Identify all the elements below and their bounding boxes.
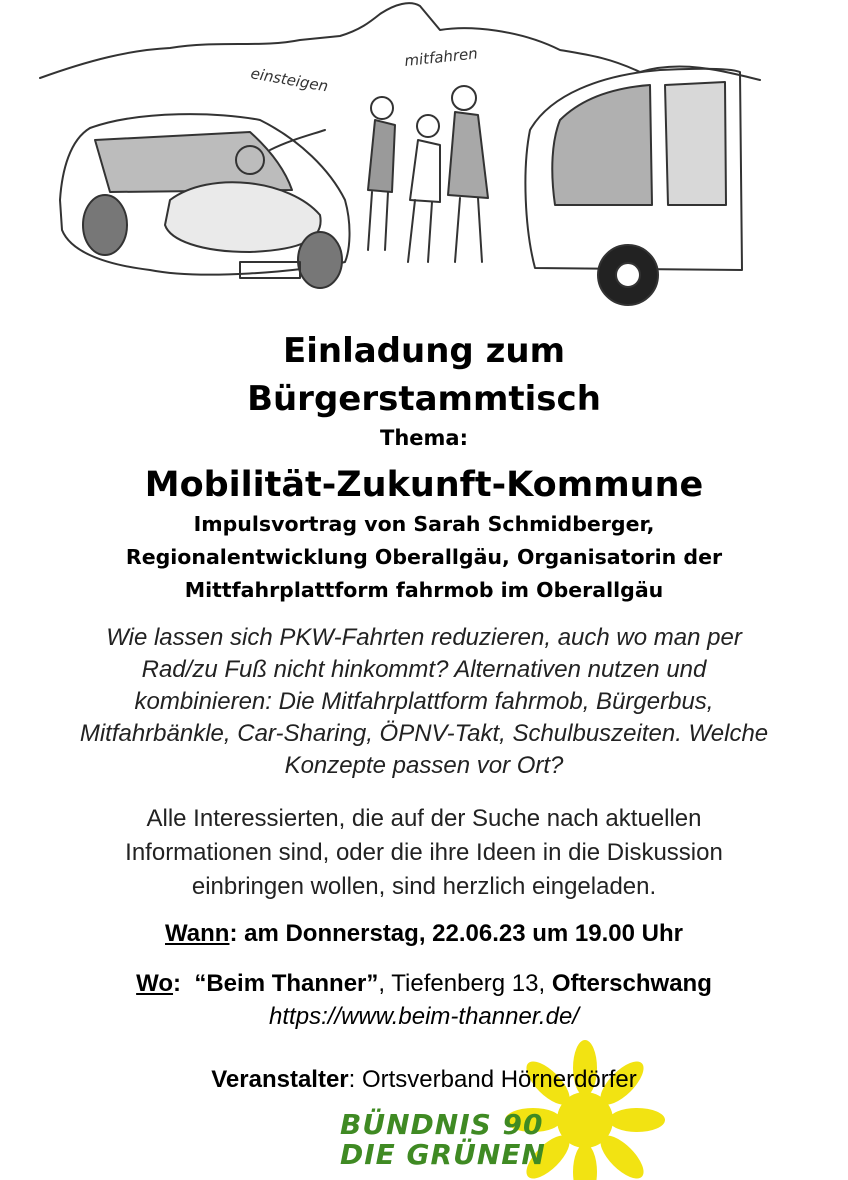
wann-text: : am Donnerstag, 22.06.23 um 19.00 Uhr [229,920,683,947]
invite-line: einbringen wollen, sind herzlich eingeladen. [191,873,657,900]
question-line: Rad/zu Fuß nicht hinkommt? Alternativen nutzen und [141,656,707,683]
invite-line: Alle Interessierten, die auf der Suche nach aktuellen [146,805,702,832]
question-line: Wie lassen sich PKW-Fahrten reduzieren, auch wo man per [106,624,742,651]
speaker-info [0,508,848,607]
venue-town: Ofterschwang [551,970,712,997]
organiser-text: : Ortsverband Hörnerdörfer [348,1066,637,1093]
invite-paragraph [60,802,788,904]
thema-label: Thema: [380,426,468,450]
event-location [0,968,848,1000]
venue-address: , Tiefenberg 13, [378,970,552,997]
wo-colon: : [173,970,195,997]
party-logo [340,1110,580,1170]
person-3 [448,112,488,198]
speaker-line-1: Impulsvortrag von Sarah Schmidberger, [193,512,655,536]
logo-line-1: BÜNDNIS 90 [340,1108,544,1141]
title-line-2: Bürgerstammtisch [247,379,601,419]
person-1 [368,120,395,192]
organiser-label: Veranstalter [211,1066,349,1093]
venue-url[interactable]: https://www.beim-thanner.de/ [269,1003,579,1030]
title-line-1: Einladung zum [282,331,566,371]
question-line: Konzepte passen vor Ort? [284,752,564,779]
mountain-outline [40,3,760,80]
invitation-title [0,327,848,423]
person-2 [410,140,440,202]
headline: Mobilität-Zukunft-Kommune [144,465,704,505]
speaker-line-2: Regionalentwicklung Oberallgäu, Organisatorin der [125,545,723,569]
label-mitfahren: mitfahren [403,44,479,70]
invite-line: Informationen sind, oder die ihre Ideen in die Diskussion [125,839,723,866]
organiser [0,1064,848,1096]
question-paragraph [30,622,818,782]
wo-label: Wo [136,970,174,997]
speaker-line-3: Mittfahrplattform fahrmob im Oberallgäu [184,578,664,602]
question-line: kombinieren: Die Mitfahrplattform fahrmob, Bürgerbus, [134,688,714,715]
mobility-illustration [0,0,848,325]
logo-line-2: DIE GRÜNEN [340,1138,546,1171]
question-line: Mitfahrbänkle, Car-Sharing, ÖPNV-Takt, Schulbuszeiten. Welche [79,720,769,747]
venue-name: “Beim Thanner” [194,970,379,997]
wann-label: Wann [165,920,230,947]
event-date [0,918,848,950]
label-einsteigen: einsteigen [249,64,330,96]
